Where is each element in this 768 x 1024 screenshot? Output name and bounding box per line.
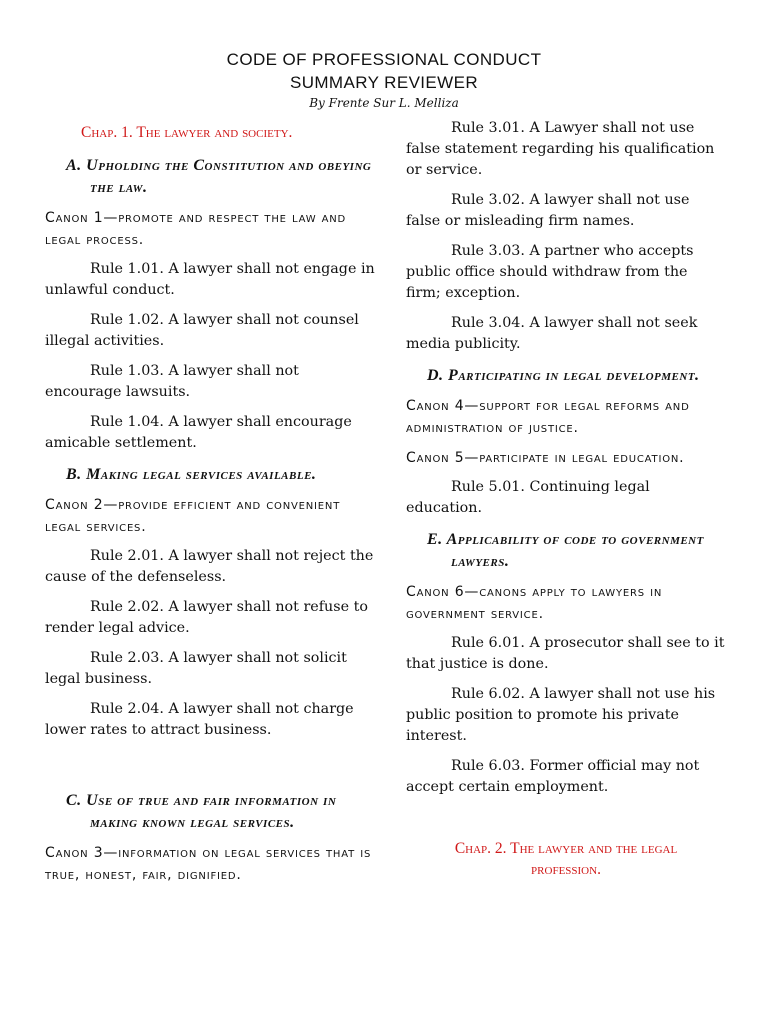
rule-2-02: Rule 2.02. A lawyer shall not refuse to render legal advice. [45, 599, 368, 636]
section-b-heading: B. Making legal services available. [66, 466, 317, 483]
chapter-2-heading: Chap. 2. The lawyer and the legal profession. [454, 840, 678, 878]
chapter-1-heading: Chap. 1. The lawyer and society. [81, 124, 293, 141]
right-column [406, 118, 726, 880]
rule-3-01: Rule 3.01. A Lawyer shall not use false statement regarding his qualification or service. [406, 120, 715, 178]
rule-5-01: Rule 5.01. Continuing legal education. [406, 479, 650, 516]
canon-4: Canon 4—support for legal reforms and administration of justice. [406, 398, 690, 436]
section-spacer [45, 750, 375, 780]
rule-3-02: Rule 3.02. A lawyer shall not use false or misleading firm names. [406, 192, 690, 229]
section-d-heading: D. Participating in legal development. [427, 367, 700, 384]
rule-2-01: Rule 2.01. A lawyer shall not reject the cause of the defenseless. [45, 548, 374, 585]
left-column [45, 118, 375, 894]
section-c-heading: C. Use of true and fair information in making known legal services. [66, 792, 337, 831]
rule-1-01: Rule 1.01. A lawyer shall not engage in unlawful conduct. [45, 261, 375, 298]
canon-3: Canon 3—information on legal services that is true, honest, fair, dignified. [45, 845, 372, 883]
document-subtitle: SUMMARY REVIEWER [289, 73, 479, 92]
canon-1: Canon 1—promote and respect the law and legal process. [45, 210, 347, 248]
section-e-heading: E. Applicability of code to government lawyers. [427, 531, 704, 570]
canon-5: Canon 5—participate in legal education. [406, 450, 685, 466]
canon-2: Canon 2—provide efficient and convenient legal services. [45, 497, 341, 535]
rule-3-04: Rule 3.04. A lawyer shall not seek media publicity. [406, 315, 698, 352]
rule-6-03: Rule 6.03. Former official may not accept certain employment. [406, 758, 700, 795]
section-a-heading: A. Upholding the Constitution and obeying the law. [66, 157, 372, 196]
rule-3-03: Rule 3.03. A partner who accepts public office should withdraw from the firm; exception. [406, 243, 694, 301]
rule-1-02: Rule 1.02. A lawyer shall not counsel illegal activities. [45, 312, 359, 349]
document-title: CODE OF PROFESSIONAL CONDUCT [226, 50, 542, 69]
rule-1-03: Rule 1.03. A lawyer shall not encourage lawsuits. [45, 363, 299, 400]
rule-6-01: Rule 6.01. A prosecutor shall see to it that justice is done. [406, 635, 725, 672]
rule-1-04: Rule 1.04. A lawyer shall encourage amicable settlement. [45, 414, 352, 451]
rule-6-02: Rule 6.02. A lawyer shall not use his public position to promote his private interest. [406, 686, 716, 744]
rule-2-04: Rule 2.04. A lawyer shall not charge lower rates to attract business. [45, 701, 354, 738]
canon-6: Canon 6—canons apply to lawyers in government service. [406, 584, 663, 622]
author-line: By Frente Sur L. Melliza [309, 96, 459, 110]
rule-2-03: Rule 2.03. A lawyer shall not solicit legal business. [45, 650, 347, 687]
